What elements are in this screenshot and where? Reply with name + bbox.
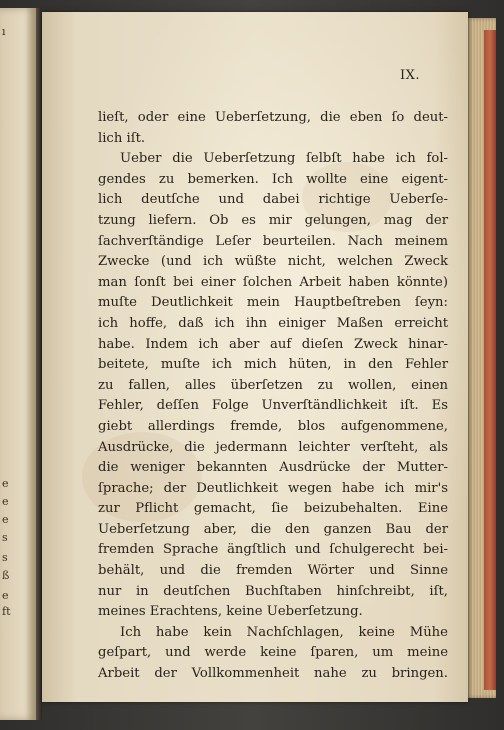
text-line: geſpart, und werde keine ſparen, um meine <box>98 645 448 661</box>
previous-page-fragment: s <box>2 531 8 544</box>
text-line: Arbeit der Vollkommenheit nahe zu bringen. <box>98 666 448 682</box>
text-line: Ueber die Ueberſetzung ſelbſt habe ich fol- <box>120 151 448 167</box>
text-line: giebt allerdings fremde, blos aufgenommene, <box>98 418 448 434</box>
text-line: tzung liefern. Ob es mir gelungen, mag der <box>98 212 448 228</box>
text-line: Ich habe kein Nachſchlagen, keine Mühe <box>120 624 448 640</box>
text-line: Ueberſetzung aber, die den ganzen Bau der <box>98 521 448 537</box>
book-page <box>42 12 468 702</box>
text-line: nur in deutſchen Buchſtaben hinſchreibt, iſt, <box>98 583 448 599</box>
text-line: man ſonſt bei einer ſolchen Arbeit haben könnte) <box>98 274 448 290</box>
text-line: lich iſt. <box>98 130 146 146</box>
text-line: ſachverſtändige Leſer beurteilen. Nach meinem <box>98 233 448 249</box>
previous-page-fragment: e <box>2 589 9 602</box>
previous-page-fragment: e <box>2 495 9 508</box>
previous-page-fragment: ft <box>2 605 11 618</box>
previous-page-fragment: ß <box>2 569 10 582</box>
text-line: ich hoffe, daß ich ihn einiger Maßen erreicht <box>98 315 448 331</box>
text-line: ſprache; der Deutlichkeit wegen habe ich mir's <box>98 480 448 496</box>
previous-page-fragment: e <box>2 477 9 490</box>
text-line: gendes zu bemerken. Ich wollte eine eigent- <box>98 171 448 187</box>
previous-page-edge <box>0 8 36 720</box>
previous-page-fragment: s <box>2 551 8 564</box>
text-line: fremden Sprache ängſtlich und ſchulgerecht bei- <box>98 542 448 558</box>
text-line: meines Erachtens, keine Ueberſetzung. <box>98 604 363 620</box>
text-line: Fehler, deſſen Folge Unverſtändlichkeit iſt. Es <box>98 398 448 414</box>
text-line: die weniger bekannten Ausdrücke der Mutter- <box>98 460 448 476</box>
red-page-edge <box>484 30 496 690</box>
text-line: lich deutſche und dabei richtige Ueberſe- <box>98 192 448 208</box>
text-line: zu fallen, alles überſetzen zu wollen, einen <box>98 377 448 393</box>
text-line: Zwecke (und ich wüßte nicht, welchen Zweck <box>98 254 448 270</box>
text-line: lieſt, oder eine Ueberſetzung, die eben ſo deut- <box>98 110 448 125</box>
previous-page-fragment: ı <box>2 25 6 38</box>
text-line: muſte Deutlichkeit mein Hauptbeſtreben ſeyn: <box>98 295 448 311</box>
text-line: habe. Indem ich aber auf dieſen Zweck hinar- <box>98 336 448 352</box>
page-text <box>98 108 448 685</box>
text-line: zur Pflicht gemacht, ſie beizubehalten. Eine <box>98 501 448 517</box>
page-number: IX. <box>399 68 420 83</box>
text-line: Ausdrücke, die jedermann leichter verſteht, als <box>98 439 448 455</box>
text-line: behält, und die fremden Wörter und Sinne <box>98 563 448 579</box>
text-line: beitete, muſte ich mich hüten, in den Fehler <box>98 357 448 373</box>
previous-page-fragment: e <box>2 513 9 526</box>
